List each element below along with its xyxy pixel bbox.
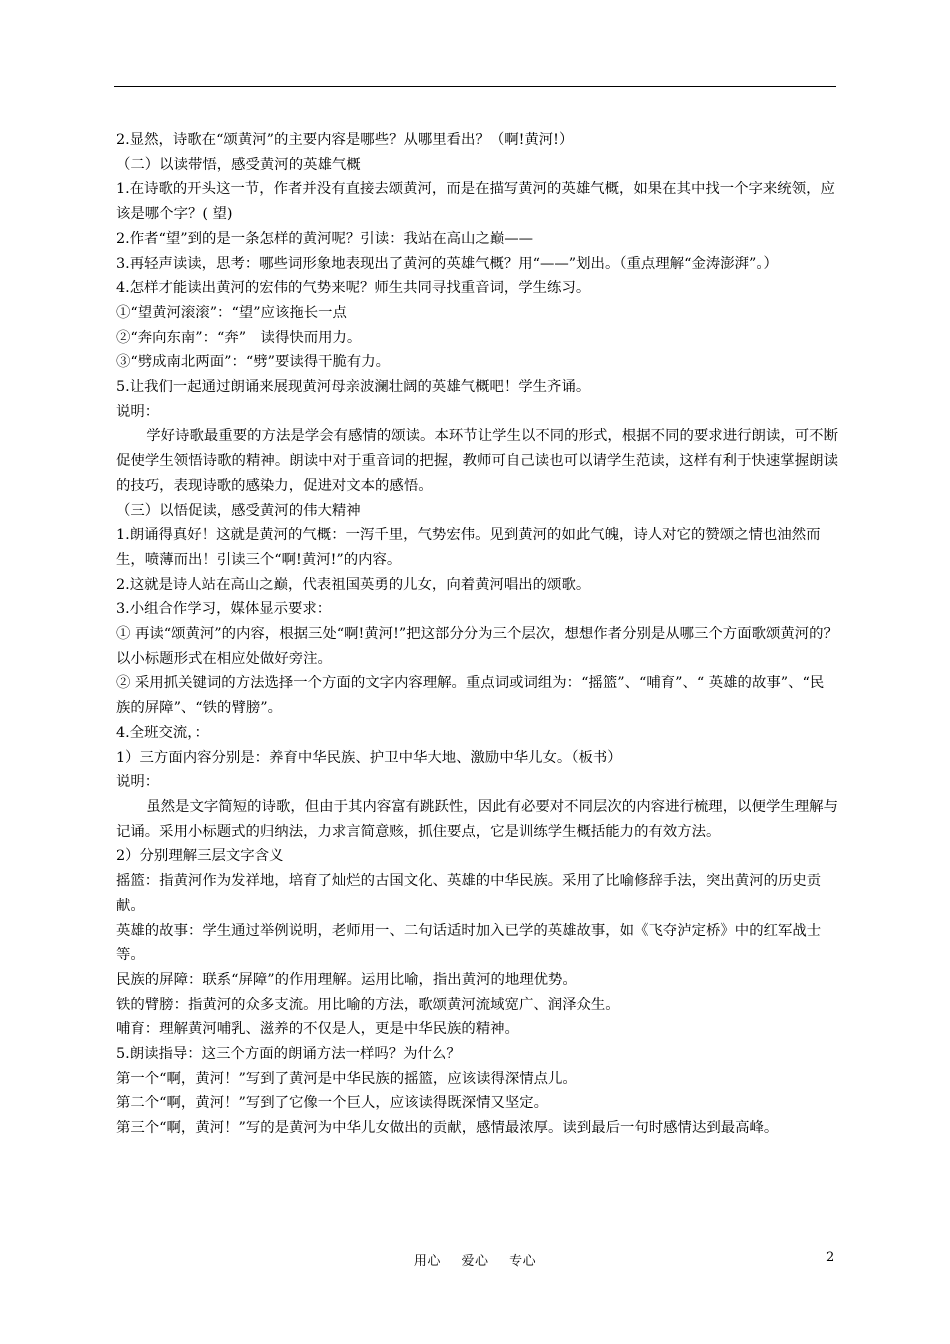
paragraph: 摇篮：指黄河作为发祥地，培育了灿烂的古国文化、英雄的中华民族。采用了比喻修辞手法，突出黄河的历史贡献。	[116, 873, 822, 914]
footer-slogan	[0, 1250, 950, 1269]
paragraph: 3.小组合作学习，媒体显示要求：	[116, 601, 332, 618]
paragraph: 5.朗读指导：这三个方面的朗诵方法一样吗？为什么？	[116, 1046, 461, 1063]
paragraph: 第一个“啊，黄河！”写到了黄河是中华民族的摇篮，应该读得深情点儿。	[116, 1070, 577, 1087]
paragraph: 说明：	[116, 774, 160, 791]
paragraph: 说明：	[116, 403, 160, 420]
paragraph: 1.在诗歌的开头这一节，作者并没有直接去颂黄河，而是在描写黄河的英雄气概，如果在其中找一个字来统领，应该是哪个字？( 望)	[116, 181, 835, 223]
paragraph: 铁的臂膀：指黄河的众多支流。用比喻的方法，歌颂黄河流域宽广、润泽众生。	[116, 996, 620, 1013]
paragraph: 2.显然，诗歌在“颂黄河”的主要内容是哪些？从哪里看出？（啊!黄河!）	[116, 132, 574, 148]
paragraph: 2）分别理解三层文字含义	[116, 848, 284, 865]
paragraph: 2.这就是诗人站在高山之巅，代表祖国英勇的儿女，向着黄河唱出的颂歌。	[116, 576, 591, 593]
paragraph: （二）以读带悟，感受黄河的英雄气概	[116, 156, 361, 173]
paragraph: 5.让我们一起通过朗诵来展现黄河母亲波澜壮阔的英雄气概吧！学生齐诵。	[116, 379, 591, 396]
footer-word: 专心	[509, 1254, 537, 1269]
paragraph: 哺育：理解黄河哺乳、滋养的不仅是人，更是中华民族的精神。	[116, 1021, 519, 1038]
paragraph: 1.朗诵得真好！这就是黄河的气概：一泻千里，气势宏伟。见到黄河的如此气魄，诗人对它的赞颂之情也油然而生，喷薄而出！引读三个“啊!黄河!”的内容。	[116, 527, 821, 568]
paragraph: 1）三方面内容分别是：养育中华民族、护卫中华大地、激励中华儿女。（板书）	[116, 749, 622, 766]
paragraph: ② 采用抓关键词的方法选择一个方面的文字内容理解。重点词或词组为：“摇篮”、“哺育”、“ 英雄的故事”、“民族的屏障”、“铁的臂膀”。	[116, 675, 825, 717]
paragraph: 民族的屏障：联系“屏障”的作用理解。运用比喻，指出黄河的地理优势。	[116, 971, 577, 988]
paragraph: 第二个“啊，黄河！”写到了它像一个巨人，应该读得既深情又坚定。	[116, 1095, 549, 1112]
paragraph: 3.再轻声读读，思考：哪些词形象地表现出了黄河的英雄气概？用“——”划出。（重点理解“金涛澎湃”。）	[116, 255, 778, 272]
paragraph: 4.全班交流，：	[116, 724, 209, 741]
paragraph: ③“劈成南北两面”：“劈”要读得干脆有力。	[116, 354, 391, 371]
paragraph: ① 再读“颂黄河”的内容，根据三处“啊!黄河!”把这部分分为三个层次，想想作者分别是从哪三个方面歌颂黄河的？以小标题形式在相应处做好旁注。	[116, 626, 838, 667]
header-rule	[114, 86, 836, 87]
paragraph: ①“望黄河滚滚”：“望”应该拖长一点	[116, 304, 347, 321]
footer-word: 爱心	[461, 1254, 489, 1269]
page-number: 2	[826, 1250, 835, 1265]
footer-word: 用心	[413, 1254, 441, 1269]
paragraph: 4.怎样才能读出黄河的宏伟的气势来呢？师生共同寻找重音词，学生练习。	[116, 280, 591, 297]
paragraph: ②“奔向东南”：“奔” 读得快而用力。	[116, 329, 362, 346]
paragraph: 英雄的故事：学生通过举例说明，老师用一、二句话适时加入已学的英雄故事，如《飞夺泸定桥》中的红军战士等。	[116, 922, 822, 964]
document-body	[116, 128, 838, 1141]
paragraph: 2.作者“望”到的是一条怎样的黄河呢？引读：我站在高山之巅——	[116, 230, 533, 247]
paragraph: 虽然是文字简短的诗歌，但由于其内容富有跳跃性，因此有必要对不同层次的内容进行梳理，以便学生理解与记诵。采用小标题式的归纳法，力求言简意赅，抓住要点，它是训练学生概括能力的有效方法。	[116, 798, 838, 840]
paragraph: （三）以悟促读，感受黄河的伟大精神	[116, 502, 361, 519]
paragraph: 第三个“啊，黄河！”写的是黄河为中华儿女做出的贡献，感情最浓厚。读到最后一句时感情达到最高峰。	[116, 1120, 779, 1137]
paragraph: 学好诗歌最重要的方法是学会有感情的颂读。本环节让学生以不同的形式，根据不同的要求进行朗读，可不断促使学生领悟诗歌的精神。朗读中对于重音词的把握，教师可自己读也可以请学生范读，这样有利于快速掌握朗读的技巧，表现诗歌的感染力，促进对文本的感悟。	[116, 428, 838, 494]
